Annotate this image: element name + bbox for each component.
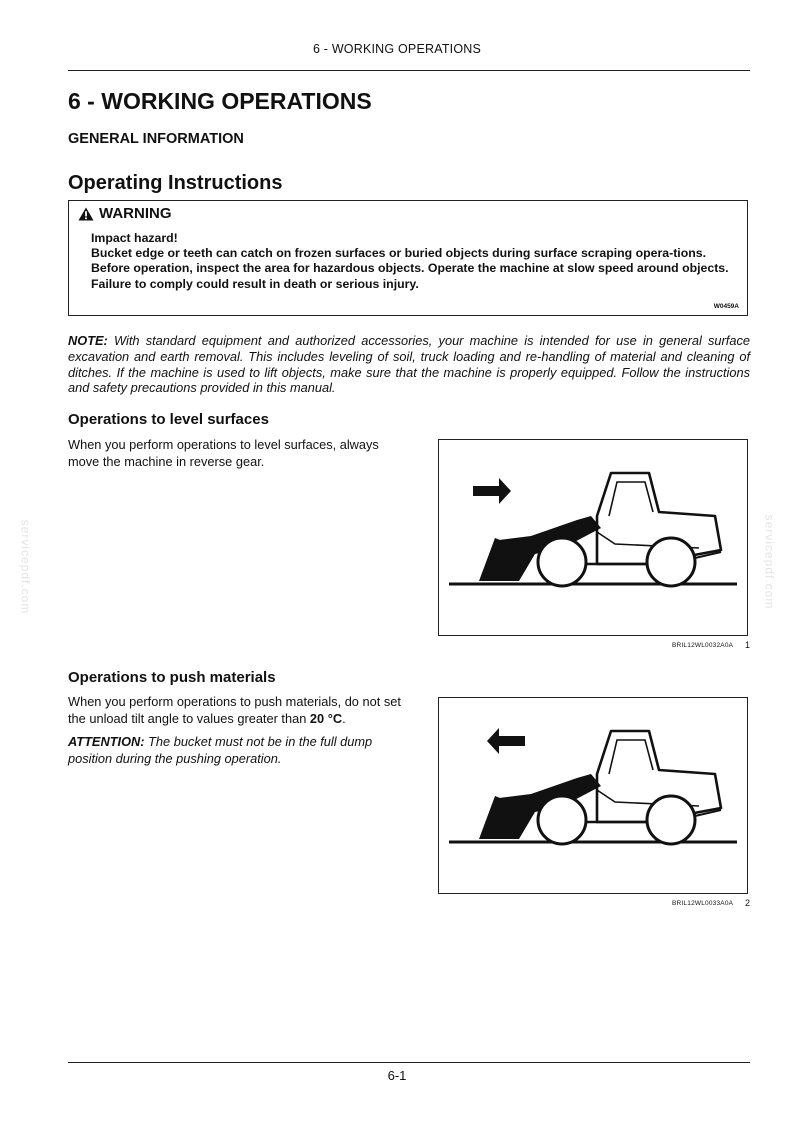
watermark-right: servicepdf.com (762, 514, 777, 610)
footer-rule (68, 1062, 750, 1063)
note-paragraph (68, 333, 750, 396)
section-heading: GENERAL INFORMATION (68, 131, 244, 147)
note-text: With standard equipment and authorized accessories, your machine is intended for use in general surface excavation and earth removal. This includes leveling of soil, truck loading and re-handling of material and cleaning of ditches. If the machine is used to lift objects, make sure that the machine is properly equipped. Follow the instructions and safety precautions provided in this manual. (68, 333, 750, 396)
attention-text: The bucket must not be in the full dump position during the pushing operation. (68, 734, 373, 766)
warning-text (91, 231, 731, 292)
warning-label: WARNING (99, 205, 172, 222)
wheel-loader-illustration (439, 698, 747, 893)
push-value: 20 °C (309, 710, 343, 726)
page-title: 6 - WORKING OPERATIONS (68, 88, 372, 114)
push-text (68, 694, 403, 728)
figure-level (438, 439, 748, 636)
note-label: NOTE: (68, 333, 108, 348)
figure-1-reference: BRIL12WL0032A0A (672, 642, 734, 649)
warning-code: W0459A (713, 303, 739, 310)
warning-header (78, 205, 172, 222)
attention-paragraph (68, 734, 403, 768)
figure-2-number: 2 (745, 898, 751, 908)
push-heading: Operations to push materials (68, 669, 276, 686)
warning-line-3: Failure to comply could result in death or serious injury. (91, 276, 419, 291)
push-text-body: When you perform operations to push materials, do not set the unload tilt angle to values greater than (68, 694, 401, 726)
page-number: 6-1 (387, 1068, 407, 1083)
figure-2-reference: BRIL12WL0033A0A (672, 900, 734, 907)
level-heading: Operations to level surfaces (68, 411, 269, 428)
level-text: When you perform operations to level surfaces, always move the machine in reverse gear. (68, 437, 379, 469)
figure-1-number: 1 (745, 640, 751, 650)
arrow-left-icon (487, 728, 525, 754)
warning-line-1: Impact hazard! (91, 231, 178, 245)
warning-line-2: Bucket edge or teeth can catch on frozen surfaces or buried objects during surface scraping opera-tions. Before operation, inspect the area for hazardous objects. Operate the machine at slow speed around objects. (91, 246, 729, 276)
warning-triangle-icon (78, 207, 94, 221)
running-header: 6 - WORKING OPERATIONS (312, 42, 482, 56)
figure-push (438, 697, 748, 894)
subsection-heading: Operating Instructions (68, 172, 283, 194)
attention-label: ATTENTION: (68, 734, 145, 749)
push-text-end: . (342, 710, 346, 726)
arrow-right-icon (473, 478, 511, 504)
wheel-loader-illustration (439, 440, 747, 635)
header-rule (68, 70, 750, 71)
watermark-left: servicepdf.com (18, 519, 33, 615)
warning-box (68, 200, 748, 316)
